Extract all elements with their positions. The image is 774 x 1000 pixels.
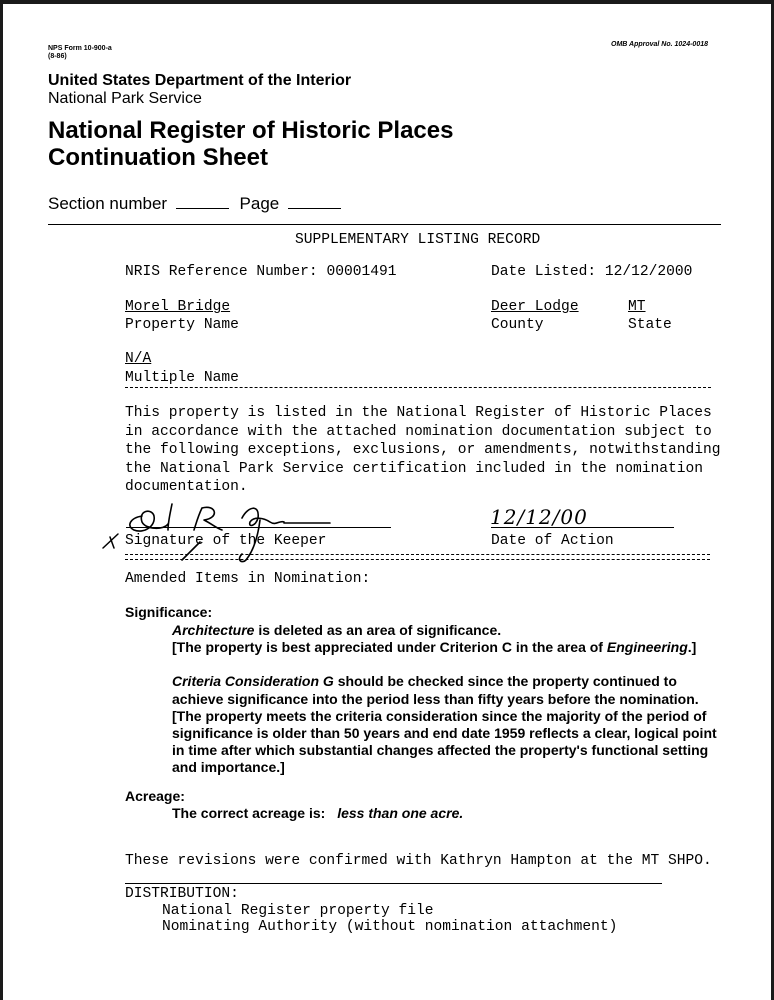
- date-listed-label: Date Listed:: [491, 264, 597, 280]
- margin-check-mark: [100, 526, 122, 552]
- header-rule: [48, 224, 721, 225]
- property-name-value: Morel Bridge: [125, 299, 231, 315]
- multiple-name-label: Multiple Name: [125, 370, 239, 386]
- distribution-rule: [125, 883, 662, 884]
- date-listed-value: 12/12/2000: [604, 264, 693, 280]
- section-number-field: [176, 208, 229, 209]
- form-number: [48, 45, 112, 61]
- date-of-action-label: Date of Action: [491, 533, 614, 549]
- acreage-heading: Acreage:: [125, 788, 185, 804]
- nris-reference: [125, 264, 397, 280]
- distribution-item: National Register property file: [162, 903, 434, 919]
- acreage-value: less than one acre.: [337, 805, 464, 821]
- register-title-line-1: National Register of Historic Places: [48, 117, 454, 144]
- significance-heading: Significance:: [125, 604, 213, 620]
- double-dashed-divider: [125, 554, 710, 560]
- criterion-engineering: Engineering: [606, 639, 688, 656]
- acreage-amendment: [172, 805, 463, 821]
- significance-amendments: [172, 622, 732, 794]
- amended-items-heading: Amended Items in Nomination:: [125, 571, 371, 587]
- dashed-divider: [125, 387, 711, 388]
- criteria-g-term: Criteria Consideration G: [172, 673, 334, 690]
- multiple-name-value: N/A: [125, 351, 152, 367]
- property-name-label: Property Name: [125, 317, 239, 333]
- action-date-handwriting: 12/12/00: [490, 505, 588, 529]
- county-label: County: [491, 317, 544, 333]
- register-title-line-2: Continuation Sheet: [48, 144, 268, 171]
- distribution-item: Nominating Authority (without nomination attachment): [162, 919, 618, 935]
- criteria-g-explanation: [The property meets the criteria consideration since the majority of the period of significance is older than 50 years and end date 1959 reflects a clear, logical point in time after which substantial changes affected the property's functional setting and importance.]: [172, 707, 717, 776]
- department-name: United States Department of the Interior: [48, 72, 352, 89]
- criteria-g-amendment: [172, 673, 732, 776]
- scan-border-left: [0, 0, 3, 1000]
- nris-value: 00001491: [326, 264, 397, 280]
- listing-statement: This property is listed in the National Register of Historic Places in accordance with the attached nomination documentation subject to the following exceptions, exclusions, or amendments, notwithstanding the National Park Service certification included in the nomination documentation.: [125, 405, 721, 495]
- form-number-text: NPS Form 10-900-a: [48, 45, 112, 52]
- architecture-text: is deleted as an area of significance.: [254, 622, 502, 638]
- keeper-signature-line: [126, 527, 391, 528]
- page-label: Page: [239, 194, 280, 213]
- architecture-amendment: [172, 622, 732, 656]
- section-number-label: Section number: [48, 194, 168, 213]
- distribution-heading: DISTRIBUTION:: [125, 886, 239, 902]
- register-title: [48, 117, 453, 171]
- architecture-term: Architecture: [172, 622, 255, 638]
- signature-label: Signature of the Keeper: [125, 533, 327, 549]
- section-page-line: [48, 194, 347, 214]
- acreage-label: The correct acreage is:: [172, 805, 326, 821]
- criteria-g-text: should be checked since the property continued to achieve significance into the period less than fifty years before the nomination.: [172, 673, 699, 707]
- agency-name: National Park Service: [48, 90, 202, 107]
- record-heading: SUPPLEMENTARY LISTING RECORD: [295, 232, 541, 248]
- nris-label: NRIS Reference Number:: [125, 264, 318, 280]
- state-label: State: [628, 317, 672, 333]
- omb-approval-number: OMB Approval No. 1024-0018: [611, 41, 708, 48]
- action-date-line: [491, 527, 674, 528]
- date-listed: [491, 264, 692, 280]
- state-value: MT: [628, 299, 646, 315]
- form-revision-text: (8-86): [48, 53, 67, 60]
- county-value: Deer Lodge: [491, 299, 579, 315]
- criterion-text-after: .]: [687, 639, 697, 656]
- scan-border-top: [0, 0, 774, 4]
- criterion-text-before: [The property is best appreciated under Criterion C in the area of: [172, 639, 607, 656]
- revisions-note: These revisions were confirmed with Kathryn Hampton at the MT SHPO.: [125, 853, 712, 869]
- page-number-field: [288, 208, 341, 209]
